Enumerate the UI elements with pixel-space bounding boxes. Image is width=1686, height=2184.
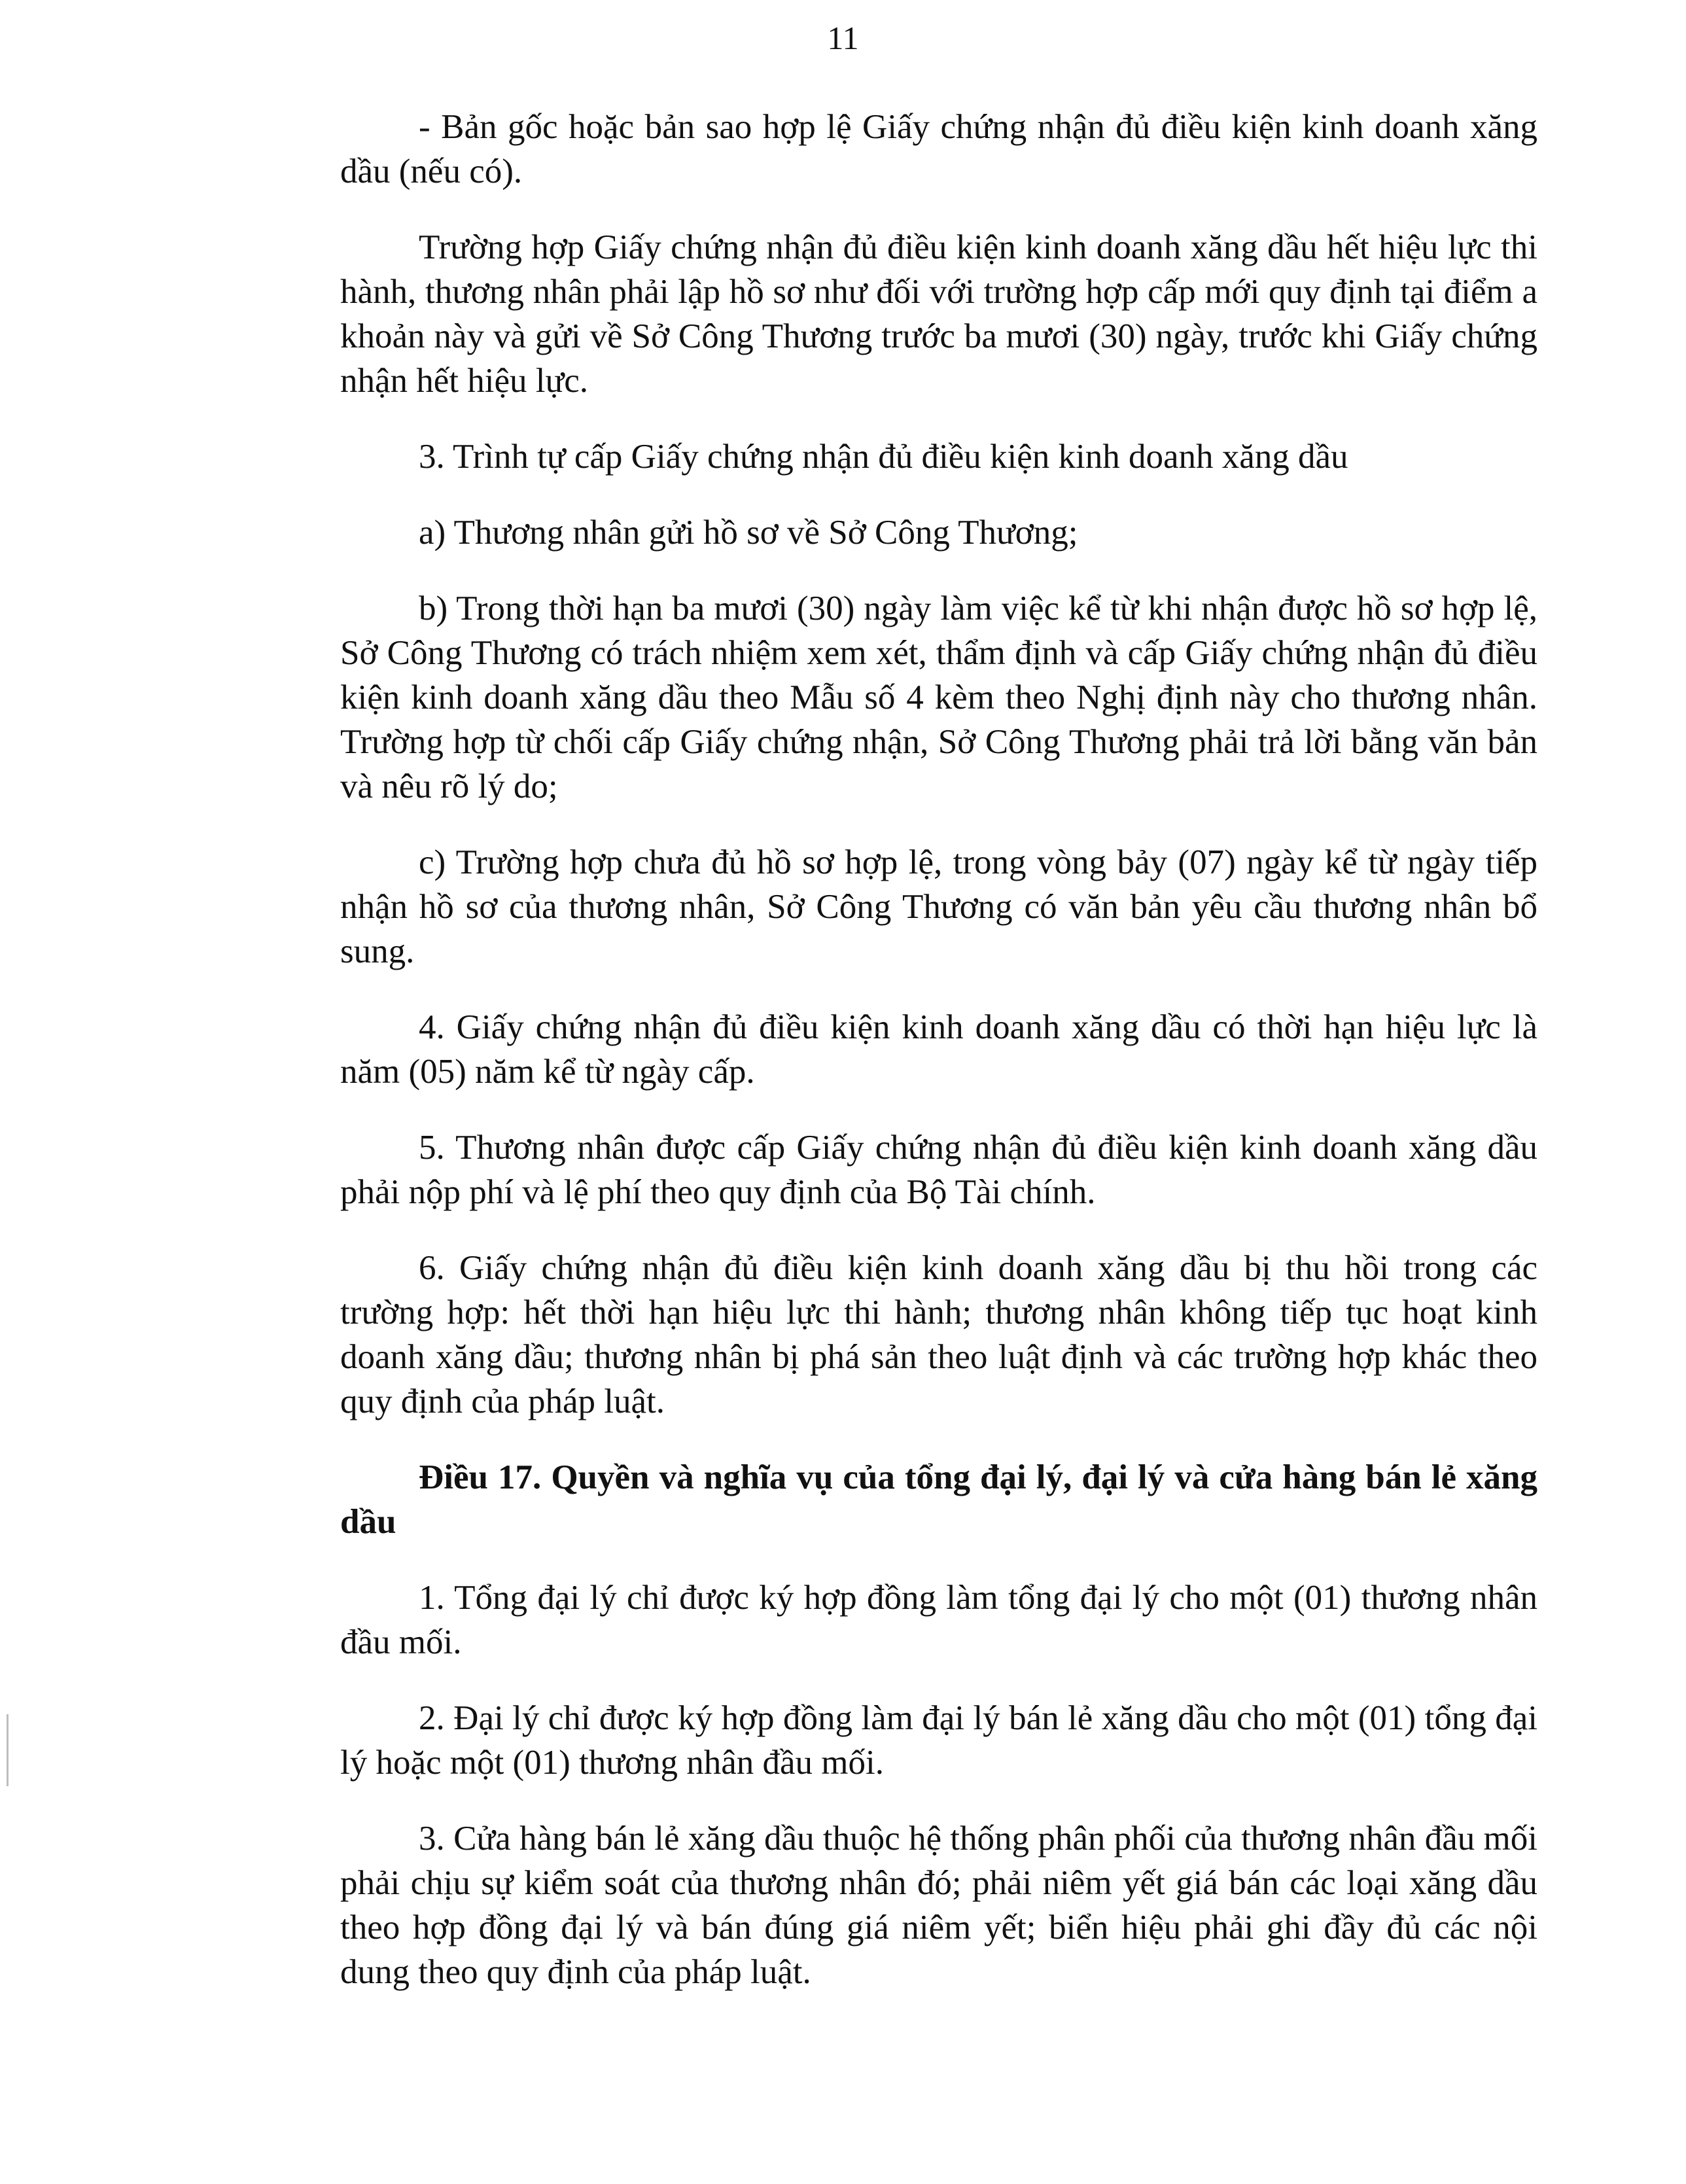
- paragraph-procedure-a: a) Thương nhân gửi hồ sơ về Sở Công Thương;: [419, 514, 1078, 552]
- paragraph-revocation: 6. Giấy chứng nhận đủ điều kiện kinh doanh xăng dầu bị thu hồi trong các trường hợp: hết thời hạn hiệu lực thi hành; thương nhân không tiếp tục hoạt kinh doanh xăng dầu; thương nhân bị phá sản theo luật định và các trường hợp khác theo quy định của pháp luật.: [340, 1249, 1537, 1420]
- article-17-clause-3: 3. Cửa hàng bán lẻ xăng dầu thuộc hệ thống phân phối của thương nhân đầu mối phải chịu sự kiểm soát của thương nhân đó; phải niêm yết giá bán các loại xăng dầu theo hợp đồng đại lý và bán đúng giá niêm yết; biển hiệu phải ghi đầy đủ các nội dung theo quy định của pháp luật.: [340, 1820, 1537, 1991]
- article-17-clause-1: 1. Tổng đại lý chỉ được ký hợp đồng làm tổng đại lý cho một (01) thương nhân đầu mối.: [340, 1579, 1537, 1661]
- paragraph-validity: 4. Giấy chứng nhận đủ điều kiện kinh doanh xăng dầu có thời hạn hiệu lực là năm (05) năm kể từ ngày cấp.: [340, 1008, 1537, 1091]
- paragraph-procedure-c: c) Trường hợp chưa đủ hồ sơ hợp lệ, trong vòng bảy (07) ngày kể từ ngày tiếp nhận hồ sơ của thương nhân, Sở Công Thương có văn bản yêu cầu thương nhân bổ sung.: [340, 843, 1537, 970]
- page-number: 11: [827, 20, 859, 56]
- paragraph-expired-certificate: Trường hợp Giấy chứng nhận đủ điều kiện kinh doanh xăng dầu hết hiệu lực thi hành, thương nhân phải lập hồ sơ như đối với trường hợp cấp mới quy định tại điểm a khoản này và gửi về Sở Công Thương trước ba mươi (30) ngày, trước khi Giấy chứng nhận hết hiệu lực.: [340, 228, 1537, 400]
- article-17-clause-2: 2. Đại lý chỉ được ký hợp đồng làm đại lý bán lẻ xăng dầu cho một (01) tổng đại lý hoặc một (01) thương nhân đầu mối.: [340, 1699, 1537, 1782]
- article-17-heading: Điều 17. Quyền và nghĩa vụ của tổng đại lý, đại lý và cửa hàng bán lẻ xăng dầu: [340, 1458, 1537, 1541]
- scan-edge-mark: [7, 1714, 9, 1786]
- paragraph-procedure-heading: 3. Trình tự cấp Giấy chứng nhận đủ điều kiện kinh doanh xăng dầu: [419, 438, 1348, 476]
- paragraph-procedure-b: b) Trong thời hạn ba mươi (30) ngày làm việc kể từ khi nhận được hồ sơ hợp lệ, Sở Công Thương có trách nhiệm xem xét, thẩm định và cấp Giấy chứng nhận đủ điều kiện kinh doanh xăng dầu theo Mẫu số 4 kèm theo Nghị định này cho thương nhân. Trường hợp từ chối cấp Giấy chứng nhận, Sở Công Thương phải trả lời bằng văn bản và nêu rõ lý do;: [340, 590, 1537, 805]
- paragraph-fees: 5. Thương nhân được cấp Giấy chứng nhận đủ điều kiện kinh doanh xăng dầu phải nộp phí và lệ phí theo quy định của Bộ Tài chính.: [340, 1129, 1537, 1211]
- paragraph-original-certificate: - Bản gốc hoặc bản sao hợp lệ Giấy chứng nhận đủ điều kiện kinh doanh xăng dầu (nếu có).: [340, 108, 1537, 190]
- document-body: [340, 105, 1537, 2026]
